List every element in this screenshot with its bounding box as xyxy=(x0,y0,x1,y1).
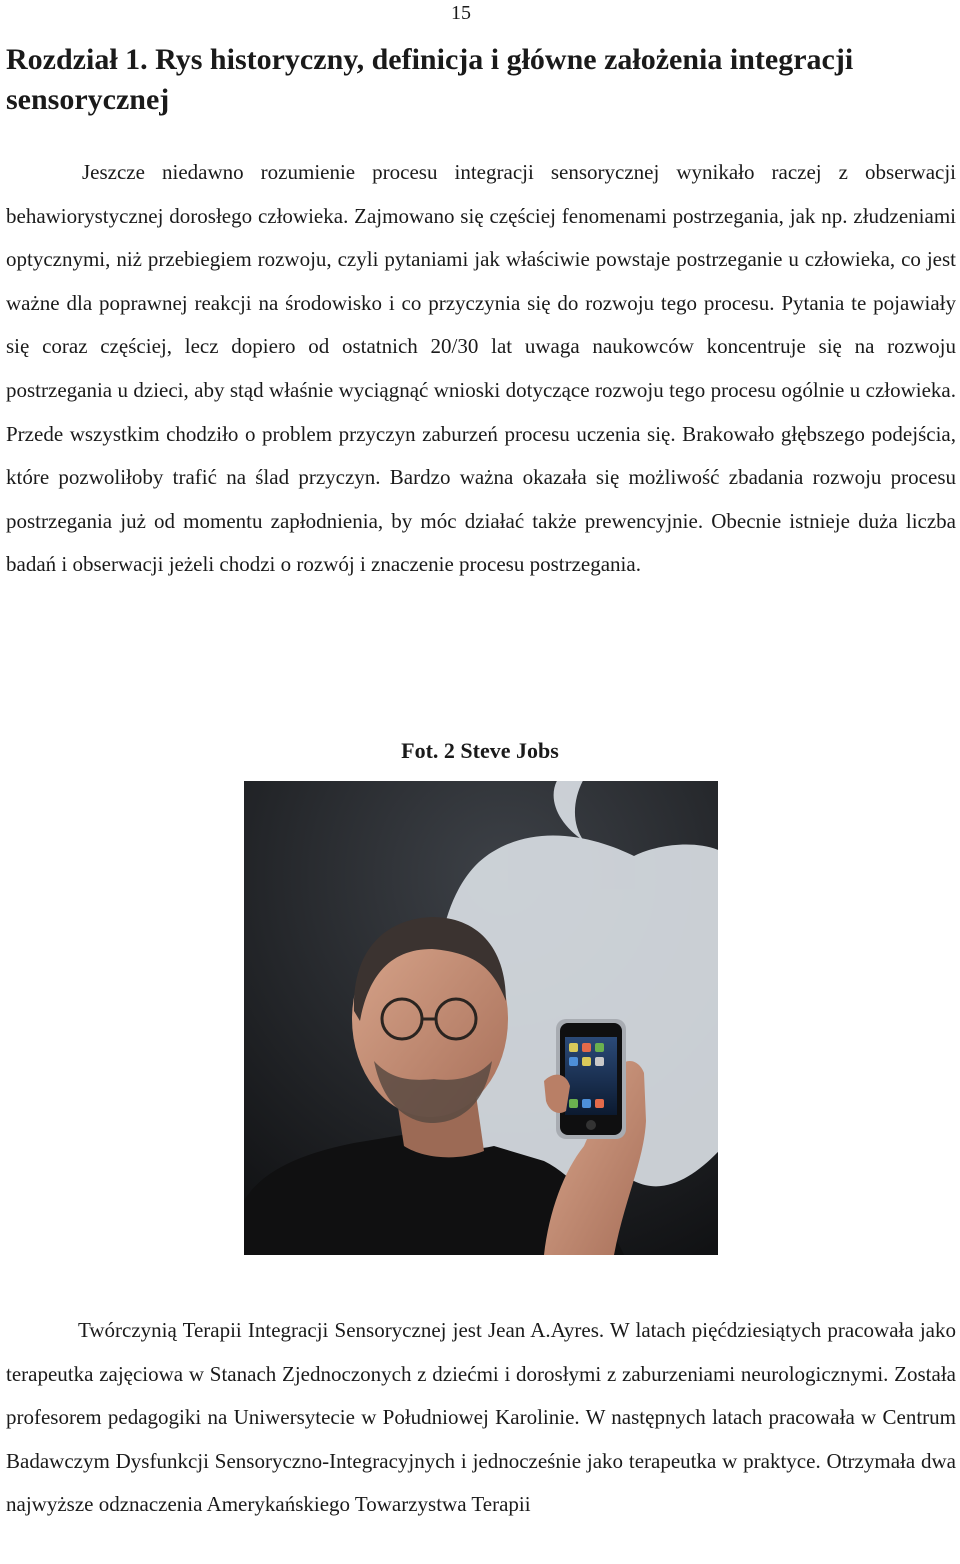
chapter-title: Rozdział 1. Rys historyczny, definicja i główne założenia integracji sensorycznej xyxy=(6,43,854,116)
figure-caption: Fot. 2 Steve Jobs xyxy=(401,738,559,763)
steve-jobs-photo xyxy=(244,781,718,1255)
page-number: 15 xyxy=(451,2,471,24)
body-paragraph-2: Twórczynią Terapii Integracji Sensorycznej jest Jean A.Ayres. W latach pięćdziesiątych pracowała jako terapeutka zajęciowa w Stanach Zjednoczonych z dziećmi i dorosłymi z zaburzeniami neurologicznymi. Została profesorem pedagogiki na Uniwersytecie w Południowej Karolinie. W następnych latach pracowała w Centrum Badawczym Dysfunkcji Sensoryczno-Integracyjnych i jednocześnie jako terapeutka w praktyce. Otrzymała dwa najwyższe odznaczenia Amerykańskiego Towarzystwa Terapii xyxy=(6,1318,956,1517)
body-paragraph-1: Jeszcze niedawno rozumienie procesu integracji sensorycznej wynikało raczej z obserwacji behawiorystycznej dorosłego człowieka. Zajmowano się częściej fenomenami postrzegania, jak np. złudzeniami optycznymi, niż przebiegiem rozwoju, czyli pytaniami jak właściwie powstaje postrzeganie u człowieka, co jest ważne dla poprawnej reakcji na środowisko i co przyczynia się do rozwoju tego procesu. Pytania te pojawiały się coraz częściej, lecz dopiero od ostatnich 20/30 lat uwaga naukowców koncentruje się na rozwoju postrzegania u dzieci, aby stąd właśnie wyciągnąć wnioski dotyczące rozwoju tego procesu ogólnie u człowieka. Przede wszystkim chodziło o problem przyczyn zaburzeń procesu uczenia się. Brakowało głębszego podejścia, które pozwoliłoby trafić na ślad przyczyn. Bardzo ważna okazała się możliwość zbadania rozwoju procesu postrzegania już od momentu zapłodnienia, by móc działać także prewencyjnie. Obecnie istnieje duża liczba badań i obserwacji jeżeli chodzi o rozwój i znaczenie procesu postrzegania. xyxy=(6,160,956,577)
iphone xyxy=(556,1019,626,1139)
